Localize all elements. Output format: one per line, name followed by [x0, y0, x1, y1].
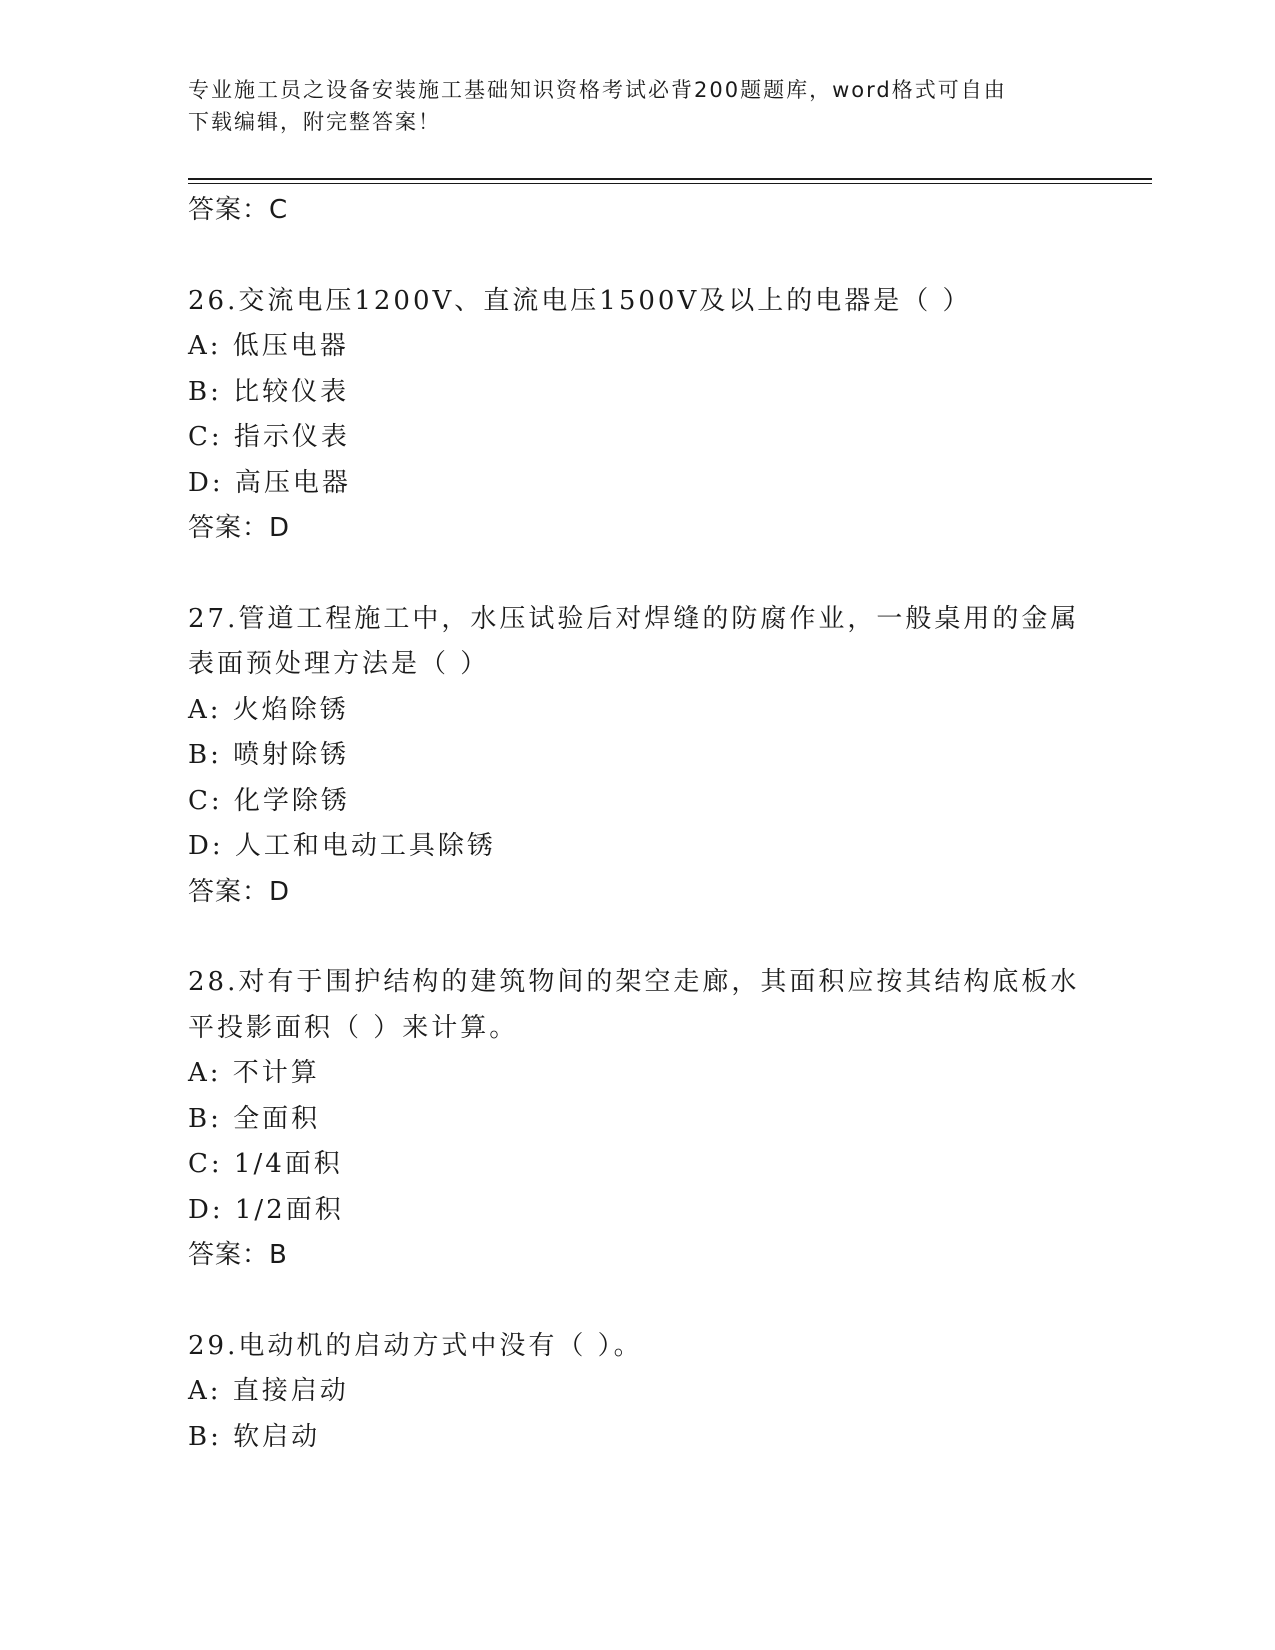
option-c: C: 指示仪表	[188, 422, 350, 452]
question-stem-line-2: 表面预处理方法是（ ）	[188, 649, 490, 679]
option-a: A: 直接启动	[188, 1376, 349, 1406]
question-item	[188, 1324, 1088, 1461]
option-a: A: 火焰除锈	[188, 694, 349, 725]
header-divider-thick	[188, 178, 1152, 180]
spacer	[188, 552, 1088, 597]
option-b: B: 软启动	[188, 1421, 321, 1452]
question-item	[188, 597, 1088, 916]
option-b: B: 全面积	[188, 1103, 321, 1134]
question-list	[188, 188, 1088, 1460]
question-stem-line-1: 27.管道工程施工中，水压试验后对焊缝的防腐作业，一般桌用的金属	[188, 603, 1080, 634]
question-stem: 29.电动机的启动方式中没有（ ）。	[188, 1330, 643, 1361]
question-stem: 26.交流电压1200V、直流电压1500V及以上的电器是（ ）	[188, 285, 972, 316]
header-line-1: 专业施工员之设备安装施工基础知识资格考试必背200题题库，word格式可自由	[188, 78, 1007, 102]
header-divider-thin	[188, 183, 1152, 184]
document-header	[188, 74, 1088, 138]
question-item	[188, 960, 1088, 1279]
option-b: B: 比较仪表	[188, 376, 350, 407]
answer: 答案：D	[188, 876, 291, 907]
spacer	[188, 234, 1088, 279]
option-d: D: 人工和电动工具除锈	[188, 831, 496, 861]
option-b: B: 喷射除锈	[188, 740, 350, 770]
option-a: A: 不计算	[188, 1058, 320, 1088]
answer: 答案：D	[188, 513, 291, 543]
option-d: D: 1/2面积	[188, 1194, 344, 1225]
question-stem-line-1: 28.对有于围护结构的建筑物间的架空走廊，其面积应按其结构底板水	[188, 967, 1080, 997]
option-c: C: 1/4面积	[188, 1149, 343, 1179]
answer: 答案：B	[188, 1240, 288, 1270]
question-stem-line-2: 平投影面积（ ）来计算。	[188, 1012, 519, 1043]
option-d: D: 高压电器	[188, 467, 351, 498]
spacer	[188, 1279, 1088, 1324]
option-a: A: 低压电器	[188, 331, 349, 361]
header-line-2: 下载编辑，附完整答案！	[188, 110, 441, 134]
spacer	[188, 915, 1088, 960]
question-item	[188, 279, 1088, 552]
option-c: C: 化学除锈	[188, 785, 350, 816]
previous-answer: 答案：C	[188, 195, 289, 225]
